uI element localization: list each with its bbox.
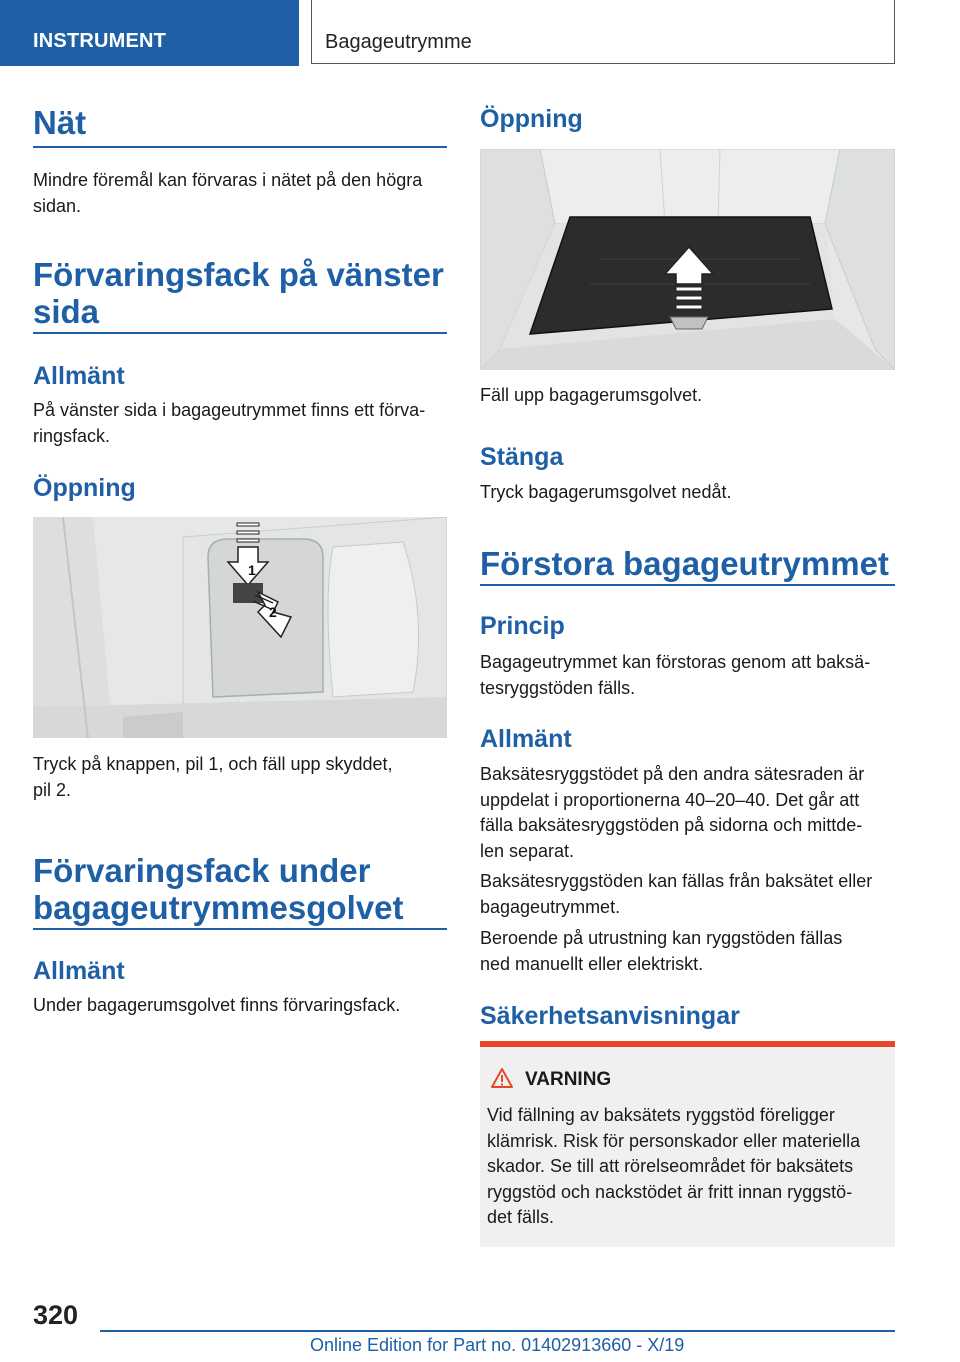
- general-right-text-2: Baksätesryggstöden kan fällas från baksätet eller bagageutrymmet.: [480, 871, 873, 917]
- general-2-text: Under bagagerumsgolvet finns förvaringsfack.: [33, 995, 401, 1015]
- section-tab: INSTRUMENT: [0, 0, 299, 66]
- heading-safety: Säkerhetsanvisningar: [480, 1002, 740, 1030]
- right-figure-caption: Fäll upp bagagerumsgolvet.: [480, 385, 703, 405]
- figure-label-1: 1: [248, 562, 256, 578]
- figure-cargo-floor-illustration: [480, 149, 895, 370]
- footer-rule: [100, 1330, 895, 1332]
- page-header-title: Bagageutrymme: [325, 31, 472, 53]
- heading-rule: [33, 146, 447, 148]
- heading-opening-right: Öppning: [480, 105, 583, 133]
- figure-label-2: 2: [269, 604, 277, 620]
- heading-left-side-storage: Förvaringsfack på vänster sida: [33, 256, 444, 330]
- left-figure-caption: Tryck på knappen, pil 1, och fäll upp skyddet, pil 2.: [33, 754, 393, 800]
- figure-cargo-floor: [480, 149, 895, 370]
- footer-edition: Online Edition for Part no. 01402913660 - X/19: [310, 1335, 685, 1355]
- figure-left-storage: [33, 517, 447, 738]
- heading-rule: [480, 584, 895, 586]
- warning-text: Vid fällning av baksätets ryggstöd föreligger klämrisk. Risk för personskador eller materiella skador. Se till att rörelseområdet för baksätets ryggstöd och nackstödet är fritt innan ryggstö‐ det fälls.: [487, 1105, 861, 1227]
- heading-close: Stänga: [480, 443, 564, 471]
- heading-general-2: Allmänt: [33, 957, 125, 985]
- general-1-text: På vänster sida i bagageutrymmet finns ett förva‐ ringsfack.: [33, 400, 426, 446]
- heading-nat: Nät: [33, 104, 87, 141]
- heading-rule: [33, 928, 447, 930]
- warning-label: VARNING: [525, 1069, 612, 1090]
- heading-rule: [33, 332, 447, 334]
- heading-general-1: Allmänt: [33, 362, 125, 390]
- heading-under-floor: Förvaringsfack under bagageutrymmesgolvet: [33, 852, 404, 926]
- page-number: 320: [33, 1300, 79, 1330]
- close-text: Tryck bagagerumsgolvet nedåt.: [480, 482, 732, 502]
- heading-opening-left: Öppning: [33, 474, 136, 502]
- net-text: Mindre föremål kan förvaras i nätet på den högra sidan.: [33, 170, 423, 216]
- warning-triangle-icon: [490, 1067, 514, 1089]
- figure-left-storage-illustration: [33, 517, 447, 738]
- general-right-text-1: Baksätesryggstödet på den andra sätesraden är uppdelat i proportionerna 40–20–40. Det går att fälla baksätesryggstöden på sidorna och mittde‐ len separat.: [480, 764, 865, 861]
- heading-general-right: Allmänt: [480, 725, 572, 753]
- general-right-text-3: Beroende på utrustning kan ryggstöden fällas ned manuellt eller elektriskt.: [480, 928, 843, 974]
- heading-enlarge: Förstora bagageutrymmet: [480, 545, 889, 582]
- principle-text: Bagageutrymmet kan förstoras genom att baksä‐ tesryggstöden fälls.: [480, 652, 871, 698]
- heading-principle: Princip: [480, 612, 565, 640]
